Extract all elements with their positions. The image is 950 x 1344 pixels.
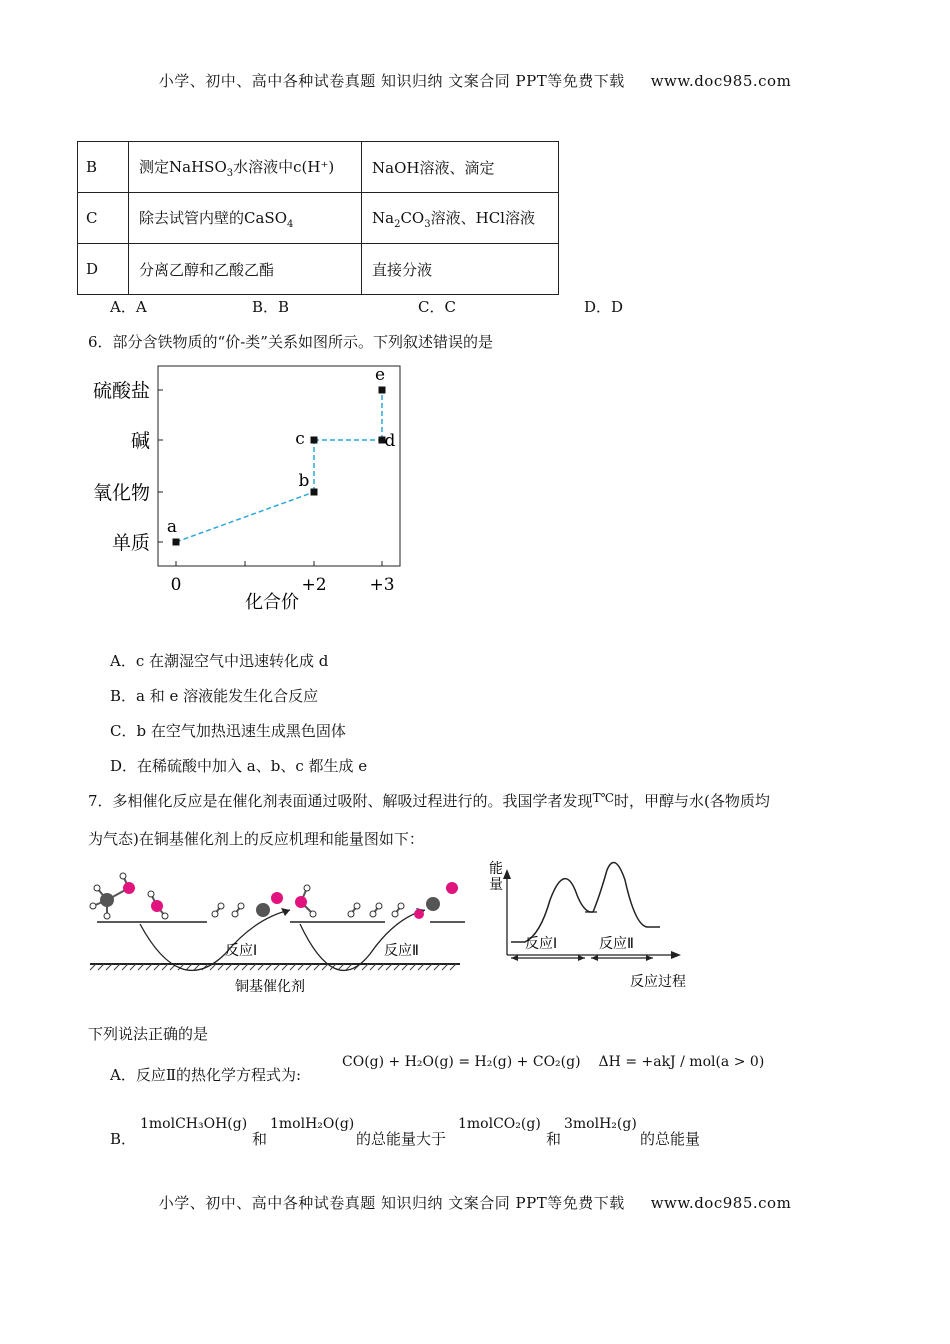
row-key: D xyxy=(78,244,129,295)
y-tick-label: 氧化物 xyxy=(92,482,150,504)
q6-stem: 6．部分含铁物质的“价-类”关系如图所示。下列叙述错误的是 xyxy=(88,333,493,351)
choice-b: B．B xyxy=(252,298,290,316)
x-axis-title: 化合价 xyxy=(245,592,299,613)
mechanism-figure xyxy=(85,858,465,998)
q6-option-d: D．在稀硫酸中加入 a、b、c 都生成 e xyxy=(110,757,368,775)
q7-option-a: A．反应Ⅱ的热化学方程式为: xyxy=(110,1066,302,1084)
co2-molecule-icon xyxy=(414,882,458,919)
q7-option-b-and1: 和 xyxy=(252,1130,268,1148)
choice-c: C．C xyxy=(418,298,456,316)
choice-a: A．A xyxy=(110,298,147,316)
point-label-a: a xyxy=(166,517,178,537)
footer-text: 小学、初中、高中各种试卷真题 知识归纳 文案合同 PPT等免费下载 xyxy=(158,1194,625,1212)
hydrogen-molecules-icon xyxy=(212,903,244,917)
water-molecule-icon xyxy=(148,891,168,919)
y-tick-label: 硫酸盐 xyxy=(92,380,150,402)
q6-option-c: C．b 在空气加热迅速生成黑色固体 xyxy=(110,722,346,740)
axis-ticks xyxy=(158,390,382,566)
table-row xyxy=(78,244,559,295)
reagent-cell: 直接分液 xyxy=(362,244,559,295)
q7-option-b: B． xyxy=(110,1130,137,1148)
energy-axis-char2: 量 xyxy=(489,877,503,893)
point-label-c: c xyxy=(295,429,305,449)
progress-axis-label: 反应过程 xyxy=(630,974,686,990)
connector-line-a-b xyxy=(176,492,314,542)
q7-stem-line1: 7．多相催化反应是在催化剂表面通过吸附、解吸过程进行的。我国学者发现$^{T℃}$时，甲醇与水(各物质均 xyxy=(88,791,770,810)
table-row xyxy=(78,142,559,193)
energy-curve xyxy=(511,862,660,942)
reagent-cell: $Na_2CO_3$溶液、HCl溶液 xyxy=(362,193,559,244)
table-row xyxy=(78,193,559,244)
x-tick-label: 0 xyxy=(170,575,182,595)
point-label-d: d xyxy=(384,431,396,451)
point-e xyxy=(379,387,386,394)
q6-option-b: B．a 和 e 溶液能发生化合反应 xyxy=(110,687,319,705)
q7-prompt: 下列说法正确的是 xyxy=(88,1025,209,1043)
x-tick-label: +3 xyxy=(369,575,395,595)
point-a xyxy=(173,539,180,546)
series-lines xyxy=(176,390,382,542)
page-footer xyxy=(0,1192,950,1213)
energy-axis-char1: 能 xyxy=(489,861,503,877)
q7-option-b-and2: 和 xyxy=(546,1130,562,1148)
options-table xyxy=(77,141,559,295)
y-tick-labels xyxy=(93,380,150,554)
row-key: C xyxy=(78,193,129,244)
hydrogen-molecules-icon xyxy=(348,903,404,917)
valence-class-chart xyxy=(80,360,410,620)
catalyst-label: 铜基催化剂 xyxy=(235,979,305,995)
energy-diagram xyxy=(485,855,705,995)
header-text: 小学、初中、高中各种试卷真题 知识归纳 文案合同 PPT等免费下载 xyxy=(158,72,625,90)
reaction1-label: 反应Ⅰ xyxy=(225,943,258,959)
q7-stem-line2: 为气态)在铜基催化剂上的反应机理和能量图如下： xyxy=(88,830,424,848)
x-tick-label: +2 xyxy=(301,575,327,595)
y-tick-label: 单质 xyxy=(111,532,150,554)
page-header xyxy=(0,70,950,91)
method-cell: 分离乙醇和乙酸乙酯 xyxy=(129,244,362,295)
stage2-label: 反应Ⅱ xyxy=(599,936,634,952)
q7-option-b-end: 的总能量 xyxy=(640,1130,701,1148)
point-c xyxy=(311,437,318,444)
q7-option-b-s3: 1molCO₂(g) xyxy=(458,1116,541,1132)
q7-option-b-mid: 的总能量大于 xyxy=(356,1130,447,1148)
series-points xyxy=(167,365,396,546)
header-site: www.doc985.com xyxy=(650,72,792,90)
q7-option-b-s2: 1molH₂O(g) xyxy=(270,1116,355,1132)
reagent-cell: NaOH溶液、滴定 xyxy=(362,142,559,193)
q6-option-a: A．c 在潮湿空气中迅速转化成 d xyxy=(110,652,329,670)
row-key: B xyxy=(78,142,129,193)
choice-d: D．D xyxy=(584,298,624,316)
stage1-label: 反应Ⅰ xyxy=(525,936,558,952)
reaction2-label: 反应Ⅱ xyxy=(384,943,419,959)
methanol-molecule-icon xyxy=(90,873,135,919)
q7-option-b-s4: 3molH₂(g) xyxy=(564,1116,637,1132)
method-cell: 测定NaHSO$_3$水溶液中c(H⁺) xyxy=(129,142,362,193)
y-tick-label: 碱 xyxy=(130,430,150,452)
point-b xyxy=(311,489,318,496)
point-label-b: b xyxy=(298,471,310,491)
point-label-e: e xyxy=(374,365,386,385)
q7-option-a-equation: CO(g) + H₂O(g) = H₂(g) + CO₂(g) ΔH = +akJ / mol(a > 0) xyxy=(342,1054,765,1070)
water-molecule-icon xyxy=(295,885,316,917)
q7-option-b-s1: 1molCH₃OH(g) xyxy=(140,1116,248,1132)
footer-site: www.doc985.com xyxy=(650,1194,792,1212)
method-cell: 除去试管内壁的CaSO$_4$ xyxy=(129,193,362,244)
